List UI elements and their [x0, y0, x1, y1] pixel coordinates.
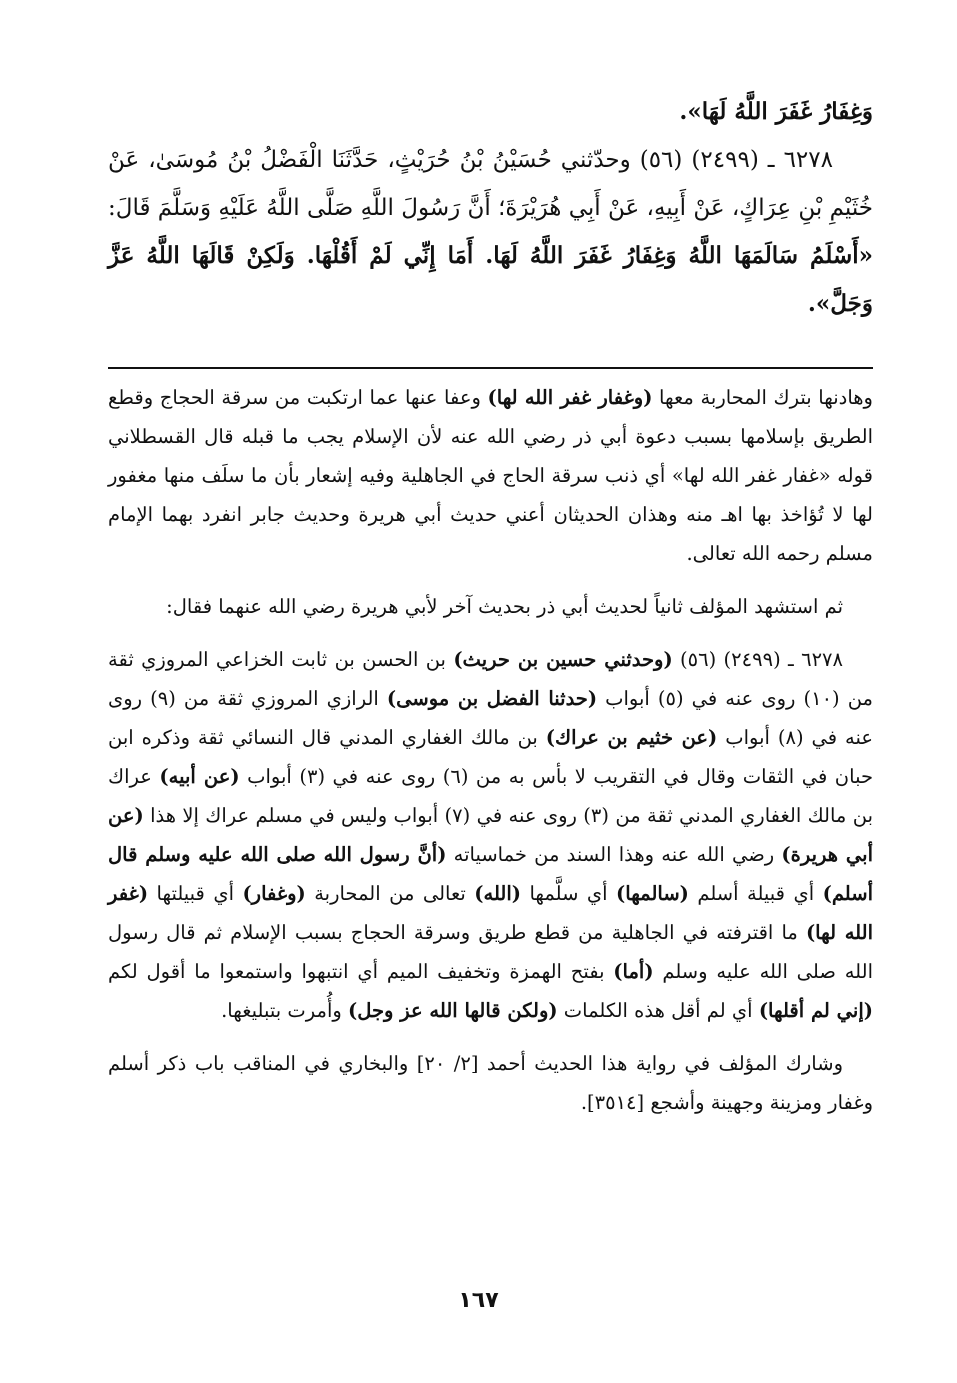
commentary-paragraph — [108, 378, 873, 573]
commentary-bold: (ولكن قالها الله عز وجل) — [347, 999, 558, 1022]
commentary-paragraph — [108, 640, 873, 1030]
commentary-span: رضي الله عنه وهذا السند من خماسياته — [446, 843, 782, 866]
commentary-bold: (عن أبيه) — [159, 765, 240, 788]
footnote-divider — [108, 367, 873, 369]
commentary-span: بفتح الهمزة وتخفيف الميم أي انتبهوا واستمعوا ما أقول لكم — [108, 960, 614, 983]
commentary-span: وأُمرت بتبليغها. — [221, 999, 348, 1022]
commentary-span: عراك بن مالك الغفاري المدني ثقة من (٣) روى عنه في (٧) أبواب وليس في مسلم عراك إلا هذا — [108, 765, 874, 827]
commentary-span: أي سلَّمها — [521, 882, 617, 905]
commentary-bold: (الله) — [474, 882, 521, 905]
commentary-span: وهادنها بترك المحاربة معها — [652, 386, 873, 409]
commentary-bold: (سالمها) — [616, 882, 689, 905]
page-number: ١٦٧ — [458, 1288, 499, 1313]
commentary-bold: (حدثنا الفضل بن موسى) — [386, 687, 598, 710]
commentary-bold: (عن أبي هريرة) — [108, 804, 873, 866]
commentary-span: أي قبيلة أسلم — [688, 882, 823, 905]
commentary-bold: (إني لم أقلها) — [758, 999, 873, 1022]
commentary-span: أي قبيلتها — [148, 882, 243, 905]
commentary-span: تعالى من المحاربة — [305, 882, 475, 905]
commentary-bold: (وغفار غفر الله لها) — [487, 386, 653, 409]
commentary-bold: (وغفار) — [242, 882, 306, 905]
commentary-span: الرازي المروزي ثقة من (٩) روى عنه في (٨) أبواب — [108, 687, 873, 749]
commentary-bold: (وحدثني حسين بن حريث) — [453, 648, 673, 671]
hadith-matn-bold: «أَسْلَمُ سَالَمَهَا اللَّهُ وَغِفَارُ غَفَرَ اللَّهُ لَهَا. أَمَا إِنِّي لَمْ أَقُلْهَا. وَلَكِنْ قَالَهَا اللَّهُ عَزَّ وَجَلَّ». — [108, 242, 873, 317]
commentary-bold: (أنَّ رسول الله صلى الله عليه وسلم قال أسلم) — [108, 843, 874, 905]
commentary-paragraph: وشارك المؤلف في رواية هذا الحديث أحمد [٢/ ٢٠] والبخاري في المناقب باب ذكر أسلم وغفار ومزينة وجهينة وأشجع [٣٥١٤]. — [108, 1052, 873, 1114]
commentary-span: أي لم أقل هذه الكلمات — [557, 999, 759, 1022]
hadith-paragraph — [108, 136, 873, 328]
commentary-bold: (أما) — [613, 960, 654, 983]
hadith-text — [108, 88, 873, 328]
hadith-bold-text: وَغِفَارُ غَفَرَ اللَّهُ لَهَا». — [679, 98, 873, 125]
commentary-span: ٦٢٧٨ ـ (٢٤٩٩) (٥٦) — [672, 648, 843, 671]
commentary-span: بن مالك الغفاري المدني قال النسائي ثقة وذكره ابن حبان في الثقات وقال في التقريب لا بأس به من (٦) روى عنه في (٣) أبواب — [108, 726, 874, 788]
commentary-bold: (عن خثيم بن عراك) — [545, 726, 718, 749]
commentary-span: ما اقترفته في الجاهلية من قطع طريق وسرقة الحجاج بسبب الإسلام ثم قال رسول الله صلى الله عليه وسلم — [108, 921, 873, 983]
hadith-isnad: ٦٢٧٨ ـ (٢٤٩٩) (٥٦) وحدّثني حُسَيْنُ بْنُ حُرَيْثٍ، حَدَّثَنَا الْفَضْلُ بْنُ مُوسَىٰ، عَنْ خُثَيْمِ بْنِ عِرَاكٍ، عَنْ أَبِيهِ، عَنْ أَبِي هُرَيْرَةَ؛ أَنَّ رَسُولَ اللَّهِ صَلَّى اللَّهُ عَلَيْهِ وَسَلَّمَ قَالَ: — [108, 147, 873, 221]
commentary-span: بن الحسن بن ثابت الخزاعي المروزي ثقة من (١٠) روى عنه في (٥) أبواب — [108, 648, 873, 710]
hadith-line-continuation — [108, 88, 873, 136]
commentary-bold: (غفر الله لها) — [108, 882, 873, 944]
commentary-paragraph: ثم استشهد المؤلف ثانياً لحديث أبي ذر بحديث آخر لأبي هريرة رضي الله عنهما فقال: — [166, 595, 843, 618]
commentary-span: وعفا عنها عما ارتكبت من سرقة الحجاج وقطع الطريق بإسلامها بسبب دعوة أبي ذر رضي الله عنه لأن الإسلام يجب ما قبله قال القسطلاني قوله «غفار غفر الله لها» أي ذنب سرقة الحاج في الجاهلية وفيه إشعار بأن ما سلَف منها مغفور لها لا تُؤاخذ بها اهـ منه وهذان الحديثان أعني حديث أبي هريرة وحديث جابر انفرد بهما الإمام مسلم رحمه الله تعالى. — [108, 386, 873, 565]
commentary-text — [108, 378, 873, 1122]
